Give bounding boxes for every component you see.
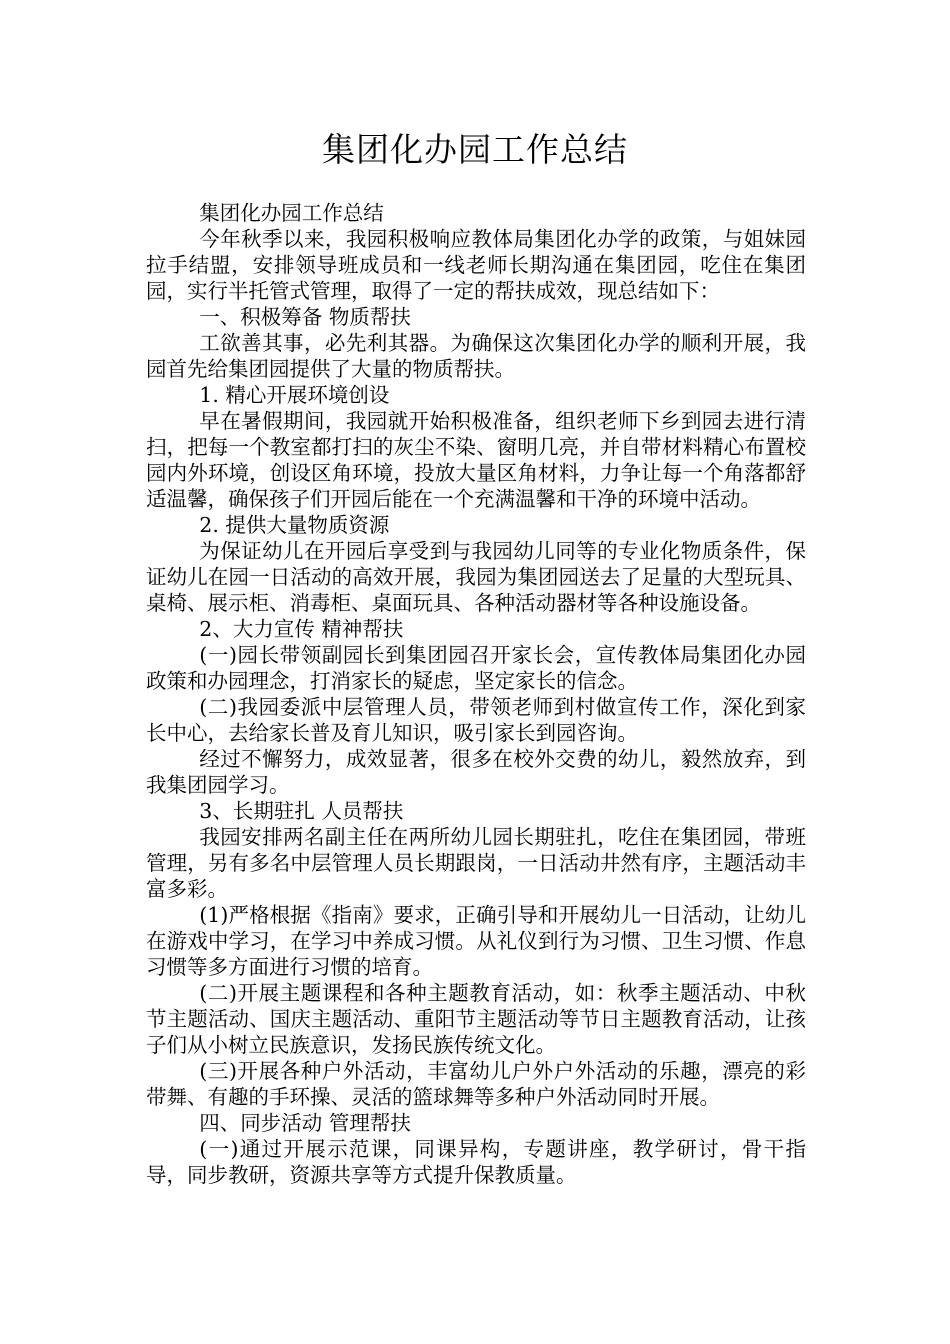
intro-paragraph: 今年秋季以来，我园积极响应教体局集团化办学的政策，与姐妹园拉手结盟，安排领导班成员和一线老师长期沟通在集团园，吃住在集团园，实行半托管式管理，取得了一定的帮扶成效，现总结如下： bbox=[146, 227, 806, 303]
body-paragraph: (一)通过开展示范课，同课异构，专题讲座，教学研讨，骨干指导，同步教研，资源共享等方式提升保教质量。 bbox=[146, 1137, 806, 1187]
subtitle-paragraph: 集团化办园工作总结 bbox=[199, 201, 384, 225]
section-heading: 一、积极筹备 物质帮扶 bbox=[199, 305, 411, 329]
body-paragraph: (一)园长带领副园长到集团园召开家长会，宣传教体局集团化办园政策和办园理念，打消家长的疑虑，坚定家长的信念。 bbox=[146, 643, 806, 693]
body-paragraph: 工欲善其事，必先利其器。为确保这次集团化办学的顺利开展，我园首先给集团园提供了大量的物质帮扶。 bbox=[146, 331, 806, 381]
body-paragraph: 我园安排两名副主任在两所幼儿园长期驻扎，吃住在集团园，带班管理，另有多名中层管理人员长期跟岗，一日活动井然有序，主题活动丰富多彩。 bbox=[146, 825, 806, 901]
body-paragraph: (1)严格根据《指南》要求，正确引导和开展幼儿一日活动，让幼儿在游戏中学习，在学习中养成习惯。从礼仪到行为习惯、卫生习惯、作息习惯等多方面进行习惯的培育。 bbox=[146, 903, 806, 979]
subsection-heading: 2. 提供大量物质资源 bbox=[199, 513, 390, 537]
body-paragraph: 经过不懈努力，成效显著，很多在校外交费的幼儿，毅然放弃，到我集团园学习。 bbox=[146, 747, 806, 797]
document-body bbox=[146, 200, 806, 1188]
section-heading: 3、长期驻扎 人员帮扶 bbox=[199, 799, 404, 823]
section-heading: 四、同步活动 管理帮扶 bbox=[199, 1111, 411, 1135]
body-paragraph: 为保证幼儿在开园后享受到与我园幼儿同等的专业化物质条件，保证幼儿在园一日活动的高效开展，我园为集团园送去了足量的大型玩具、桌椅、展示柜、消毒柜、桌面玩具、各种活动器材等各种设施设备。 bbox=[146, 539, 806, 615]
section-heading: 2、大力宣传 精神帮扶 bbox=[199, 617, 404, 641]
body-paragraph: (二)开展主题课程和各种主题教育活动，如：秋季主题活动、中秋节主题活动、国庆主题活动、重阳节主题活动等节日主题教育活动，让孩子们从小树立民族意识，发扬民族传统文化。 bbox=[146, 981, 806, 1057]
body-paragraph: 早在暑假期间，我园就开始积极准备，组织老师下乡到园去进行清扫，把每一个教室都打扫的灰尘不染、窗明几亮，并自带材料精心布置校园内外环境，创设区角环境，投放大量区角材料，力争让每一个角落都舒适温馨，确保孩子们开园后能在一个充满温馨和干净的环境中活动。 bbox=[146, 409, 806, 511]
document-title: 集团化办园工作总结 bbox=[322, 130, 628, 169]
body-paragraph: (三)开展各种户外活动，丰富幼儿户外户外活动的乐趣，漂亮的彩带舞、有趣的手环操、灵活的篮球舞等多种户外活动同时开展。 bbox=[146, 1059, 806, 1109]
subsection-heading: 1. 精心开展环境创设 bbox=[199, 383, 390, 407]
body-paragraph: (二)我园委派中层管理人员，带领老师到村做宣传工作，深化到家长中心，去给家长普及育儿知识，吸引家长到园咨询。 bbox=[146, 695, 806, 745]
